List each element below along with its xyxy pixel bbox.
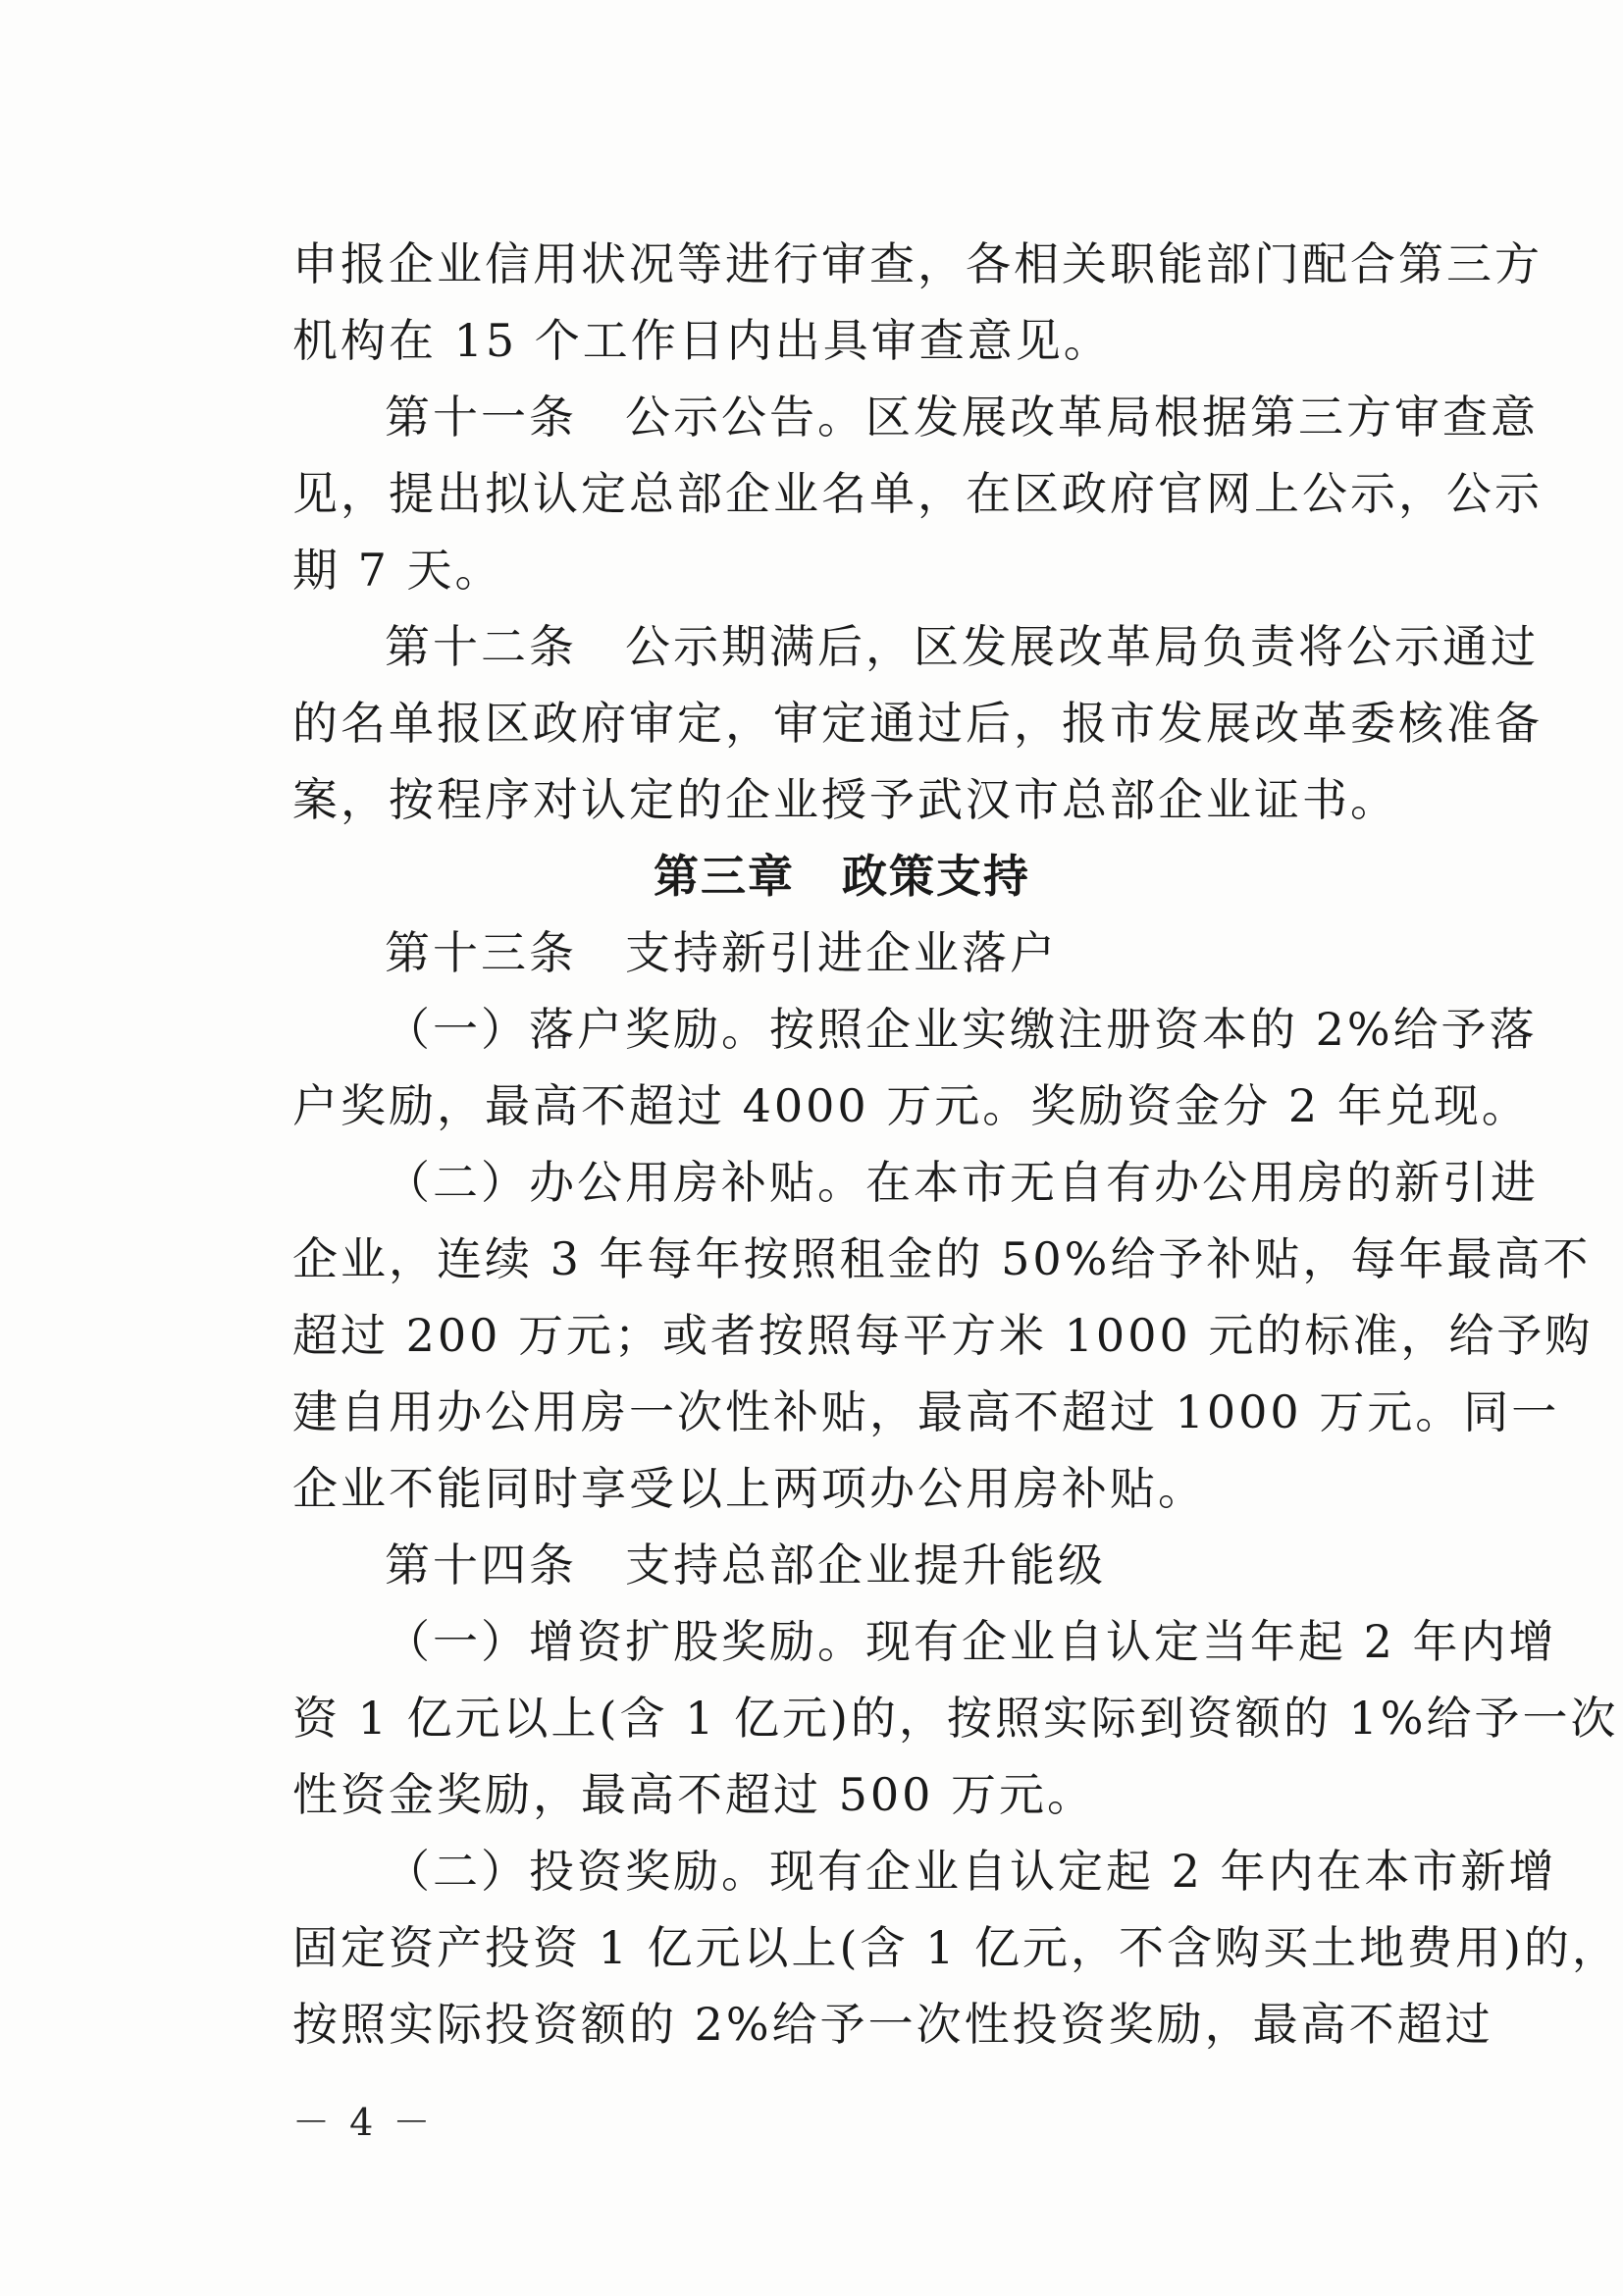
document-body — [292, 226, 1620, 2062]
article-12-line: 第十二条 公示期满后，区发展改革局负责将公示通过 — [385, 620, 1539, 673]
text-line: 企业不能同时享受以上两项办公用房补贴。 — [292, 1462, 1206, 1515]
text-line: 案，按程序对认定的企业授予武汉市总部企业证书。 — [292, 773, 1398, 826]
page-number: － 4 － — [292, 2101, 435, 2144]
chapter-heading: 第三章 政策支持 — [654, 850, 1030, 903]
clause-line: （一）增资扩股奖励。现有企业自认定当年起 2 年内增 — [385, 1615, 1557, 1668]
text-line: 超过 200 万元；或者按照每平方米 1000 元的标准，给予购 — [292, 1309, 1594, 1362]
text-line: 资 1 亿元以上(含 1 亿元)的，按照实际到资额的 1%给予一次 — [292, 1692, 1619, 1745]
text-line: 机构在 15 个工作日内出具审查意见。 — [292, 314, 1112, 367]
text-line: 的名单报区政府审定，审定通过后，报市发展改革委核准备 — [292, 697, 1543, 750]
article-14-heading: 第十四条 支持总部企业提升能级 — [385, 1539, 1106, 1592]
text-line: 建自用办公用房一次性补贴，最高不超过 1000 万元。同一 — [292, 1385, 1560, 1438]
article-13-heading: 第十三条 支持新引进企业落户 — [385, 926, 1058, 979]
text-line: 固定资产投资 1 亿元以上(含 1 亿元，不含购买土地费用)的， — [292, 1921, 1620, 1974]
clause-line: （二）办公用房补贴。在本市无自有办公用房的新引进 — [385, 1156, 1539, 1209]
text-line: 按照实际投资额的 2%给予一次性投资奖励，最高不超过 — [292, 1998, 1493, 2051]
article-11-line: 第十一条 公示公告。区发展改革局根据第三方审查意 — [385, 391, 1539, 444]
clause-line: （一）落户奖励。按照企业实缴注册资本的 2%给予落 — [385, 1003, 1538, 1056]
text-line: 企业，连续 3 年每年按照租金的 50%给予补贴，每年最高不 — [292, 1232, 1592, 1285]
text-line: 期 7 天。 — [292, 544, 503, 597]
text-line: 户奖励，最高不超过 4000 万元。奖励资金分 2 年兑现。 — [292, 1079, 1530, 1132]
clause-line: （二）投资奖励。现有企业自认定起 2 年内在本市新增 — [385, 1845, 1557, 1898]
text-line: 性资金奖励，最高不超过 500 万元。 — [292, 1768, 1096, 1821]
text-line: 申报企业信用状况等进行审查，各相关职能部门配合第三方 — [292, 237, 1543, 290]
text-line: 见，提出拟认定总部企业名单，在区政府官网上公示，公示 — [292, 467, 1543, 520]
